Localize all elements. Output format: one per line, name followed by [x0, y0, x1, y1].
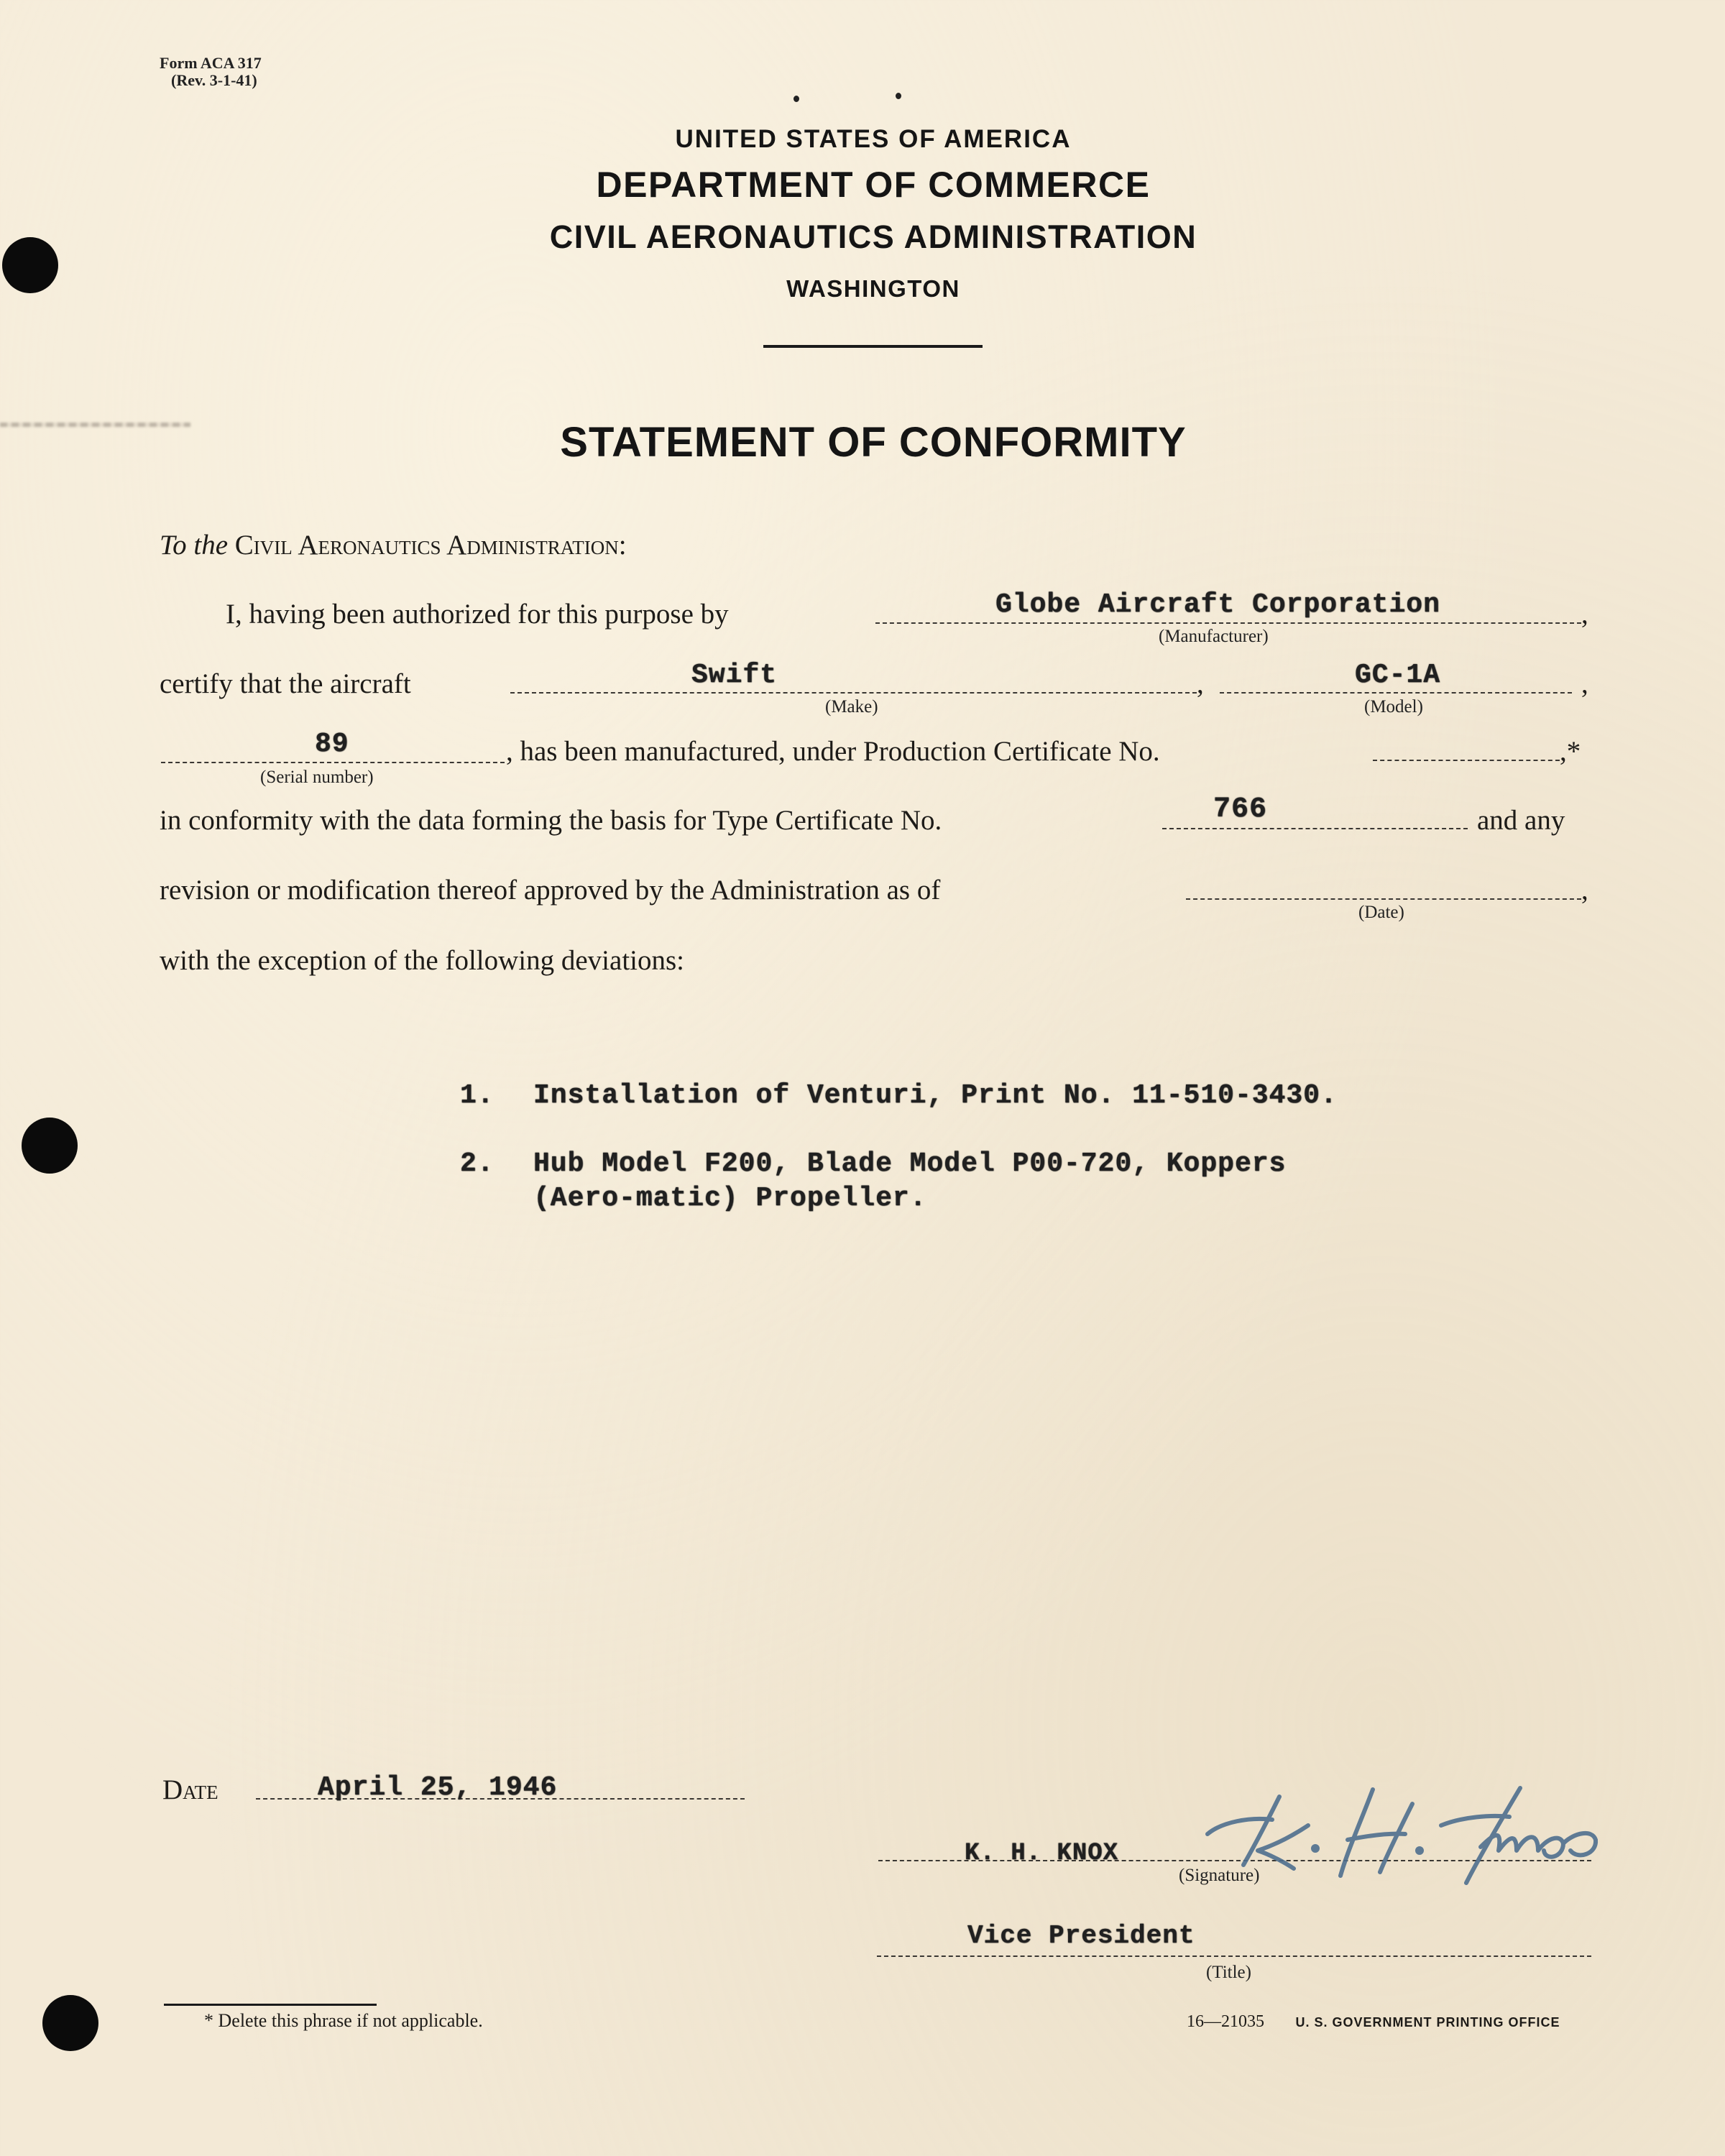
header-agency: CIVIL AERONAUTICS ADMINISTRATION — [549, 218, 1197, 255]
form-number: Form ACA 317 — [160, 54, 262, 72]
line3-text: , has been manufactured, under Production Certificate No. — [506, 736, 1160, 767]
type-certificate-field-line — [1162, 828, 1468, 829]
deviation-2-text-line1: Hub Model F200, Blade Model P00-720, Koppers — [533, 1148, 1287, 1179]
model-field-line — [1220, 692, 1572, 694]
manufacturer-field[interactable]: Globe Aircraft Corporation — [995, 589, 1440, 620]
footnote: * Delete this phrase if not applicable. — [204, 2010, 483, 2031]
deviation-2-text-line2: (Aero-matic) Propeller. — [533, 1183, 927, 1214]
print-dot — [896, 93, 901, 99]
header-rule — [763, 345, 983, 348]
deviation-2-number: 2. — [460, 1148, 494, 1179]
approval-date-field-line — [1186, 898, 1581, 900]
manufacturer-field-line — [875, 622, 1581, 624]
signoff-date-field[interactable]: April 25, 1946 — [318, 1772, 558, 1803]
form-id — [160, 55, 262, 89]
deviation-1-number: 1. — [460, 1080, 494, 1111]
make-field-line — [510, 692, 1197, 694]
model-field[interactable]: GC-1A — [1355, 660, 1441, 691]
title-line — [877, 1955, 1591, 1957]
printer-imprint — [1187, 2012, 1560, 2032]
header-city: WASHINGTON — [786, 275, 960, 302]
printer-name: U. S. GOVERNMENT PRINTING OFFICE — [1295, 2015, 1560, 2030]
deviation-1-text: Installation of Venturi, Print No. 11-510-3430. — [533, 1080, 1338, 1111]
punch-hole — [22, 1118, 78, 1174]
line1-text: I, having been authorized for this purpose by — [226, 599, 729, 630]
print-dot — [794, 96, 799, 102]
typed-name: K. H. KNOX — [965, 1840, 1119, 1867]
handwritten-signature — [1200, 1782, 1603, 1890]
footnote-rule — [164, 2004, 377, 2006]
model-caption: (Model) — [1364, 697, 1423, 717]
serial-caption: (Serial number) — [260, 768, 374, 787]
document-title: STATEMENT OF CONFORMITY — [560, 419, 1187, 466]
serial-field-line — [161, 762, 505, 763]
serial-number-field[interactable]: 89 — [315, 729, 349, 760]
title-caption: (Title) — [1206, 1963, 1251, 1982]
form-revision: (Rev. 3-1-41) — [171, 71, 257, 89]
salutation: To the Civil Aeronautics Administration: — [160, 530, 627, 561]
line6-text: with the exception of the following deviations: — [160, 945, 685, 976]
production-certificate-field-line — [1373, 760, 1560, 761]
date-label: Date — [162, 1774, 218, 1805]
make-caption: (Make) — [825, 697, 878, 717]
date-caption: (Date) — [1358, 903, 1404, 922]
line5-text: revision or modification thereof approved by the Administration as of — [160, 875, 941, 906]
header-department: DEPARTMENT OF COMMERCE — [596, 165, 1151, 205]
header-country: UNITED STATES OF AMERICA — [675, 125, 1072, 153]
title-field[interactable]: Vice President — [967, 1921, 1195, 1950]
line2-text: certify that the aircraft — [160, 668, 411, 699]
line4-text: in conformity with the data forming the basis for Type Certificate No. — [160, 805, 942, 836]
manufacturer-caption: (Manufacturer) — [1159, 627, 1269, 646]
print-code: 16—21035 — [1187, 2012, 1264, 2031]
signature-caption: (Signature) — [1179, 1866, 1260, 1885]
line4-tail: and any — [1477, 805, 1565, 836]
salutation-prefix: To the — [160, 530, 229, 561]
punch-hole — [42, 1995, 98, 2051]
salutation-addressee: Civil Aeronautics Administration — [234, 530, 619, 561]
make-field[interactable]: Swift — [691, 660, 778, 691]
type-certificate-field[interactable]: 766 — [1213, 793, 1268, 826]
